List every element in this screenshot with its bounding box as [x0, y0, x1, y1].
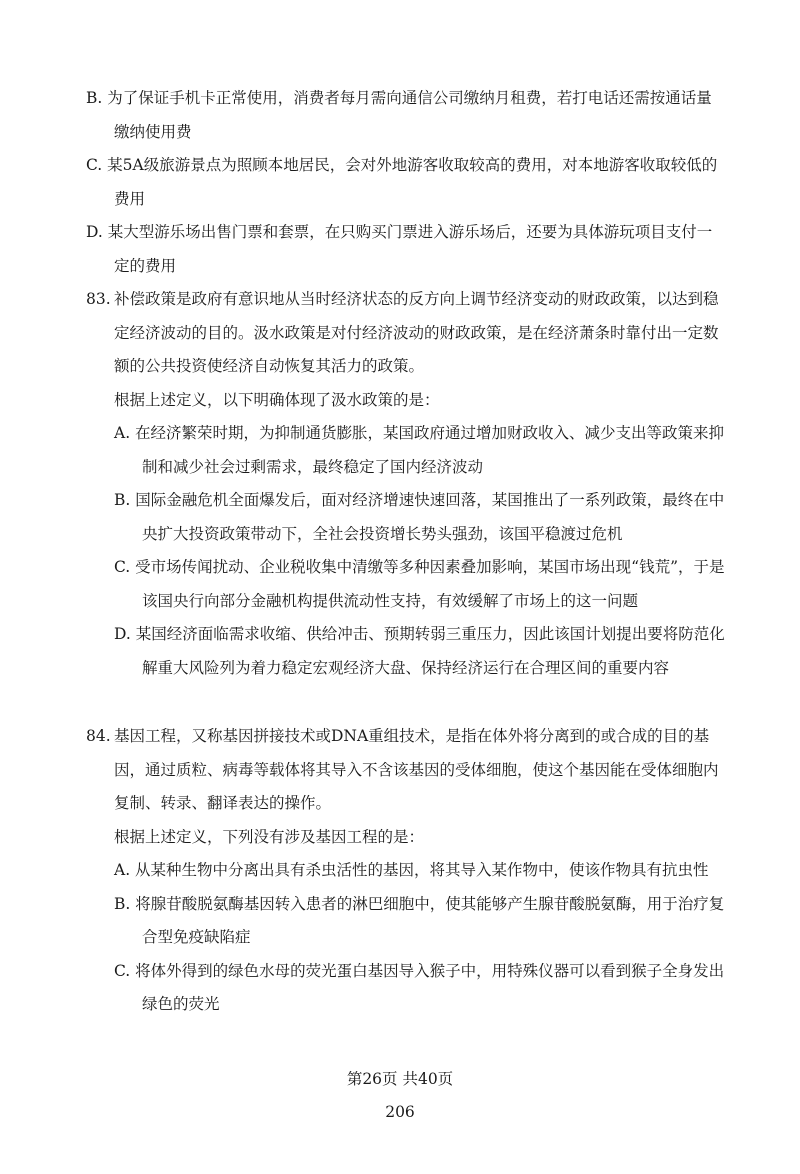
page-count: 第26页 共40页 [346, 1070, 454, 1088]
question-83-stem-row [86, 283, 726, 384]
option-84-b: B. 将腺苷酸脱氨酶基因转入患者的淋巴细胞中，使其能够产生腺苷酸脱氨酶，用于治疗复合型免疫缺陷症 [114, 894, 725, 946]
option-82-c: C. 某5A级旅游景点为照顾本地居民，会对外地游客收取较高的费用，对本地游客收取较低的费用 [86, 156, 718, 208]
question-84-number: 84. [86, 727, 111, 745]
option-83-a: A. 在经济繁荣时期，为抑制通货膨胀，某国政府通过增加财政收入、减少支出等政策来抑制和减少社会过剩需求，最终稳定了国内经济波动 [114, 424, 725, 476]
question-84-stem-row [86, 720, 726, 821]
question-83-prompt: 根据上述定义，以下明确体现了汲水政策的是： [114, 390, 440, 409]
question-83 [86, 283, 726, 685]
option-83-c: C. 受市场传闻扰动、企业税收集中清缴等多种因素叠加影响，某国市场出现“钱荒”，于是该国央行向部分金融机构提供流动性支持，有效缓解了市场上的这一问题 [114, 558, 725, 610]
question-84-stem: 基因工程，又称基因拼接技术或DNA重组技术，是指在体外将分离到的或合成的目的基因，通过质粒、病毒等载体将其导入不含该基因的受体细胞，使这个基因能在受体细胞内复制、转录、翻译表达的操作。 [114, 727, 719, 812]
question-84-prompt: 根据上述定义，下列没有涉及基因工程的是： [114, 827, 425, 846]
question-82-options [86, 82, 726, 283]
option-82-d: D. 某大型游乐场出售门票和套票，在只购买门票进入游乐场后，还要为具体游玩项目支付一定的费用 [86, 223, 713, 275]
option-84-a: A. 从某种生物中分离出具有杀虫活性的基因，将其导入某作物中，使该作物具有抗虫性 [114, 861, 709, 879]
option-84-c: C. 将体外得到的绿色水母的荧光蛋白基因导入猴子中，用特殊仪器可以看到猴子全身发出绿色的荧光 [114, 961, 725, 1013]
question-83-number: 83. [86, 290, 111, 308]
question-84 [86, 720, 726, 1022]
question-84-options [86, 854, 726, 1022]
option-83-b: B. 国际金融危机全面爆发后，面对经济增速快速回落，某国推出了一系列政策，最终在中央扩大投资政策带动下，全社会投资增长势头强劲，该国平稳渡过危机 [114, 491, 725, 543]
question-83-options [86, 417, 726, 685]
option-83-d: D. 某国经济面临需求收缩、供给冲击、预期转弱三重压力，因此该国计划提出要将防范化解重大风险列为着力稳定宏观经济大盘、保持经济运行在合理区间的重要内容 [114, 625, 725, 677]
page-number: 206 [385, 1103, 415, 1121]
question-83-stem: 补偿政策是政府有意识地从当时经济状态的反方向上调节经济变动的财政政策，以达到稳定经济波动的目的。汲水政策是对付经济波动的财政政策，是在经济萧条时靠付出一定数额的公共投资使经济自动恢复其活力的政策。 [114, 290, 719, 375]
option-82-b: B. 为了保证手机卡正常使用，消费者每月需向通信公司缴纳月租费，若打电话还需按通话量缴纳使用费 [86, 89, 712, 141]
